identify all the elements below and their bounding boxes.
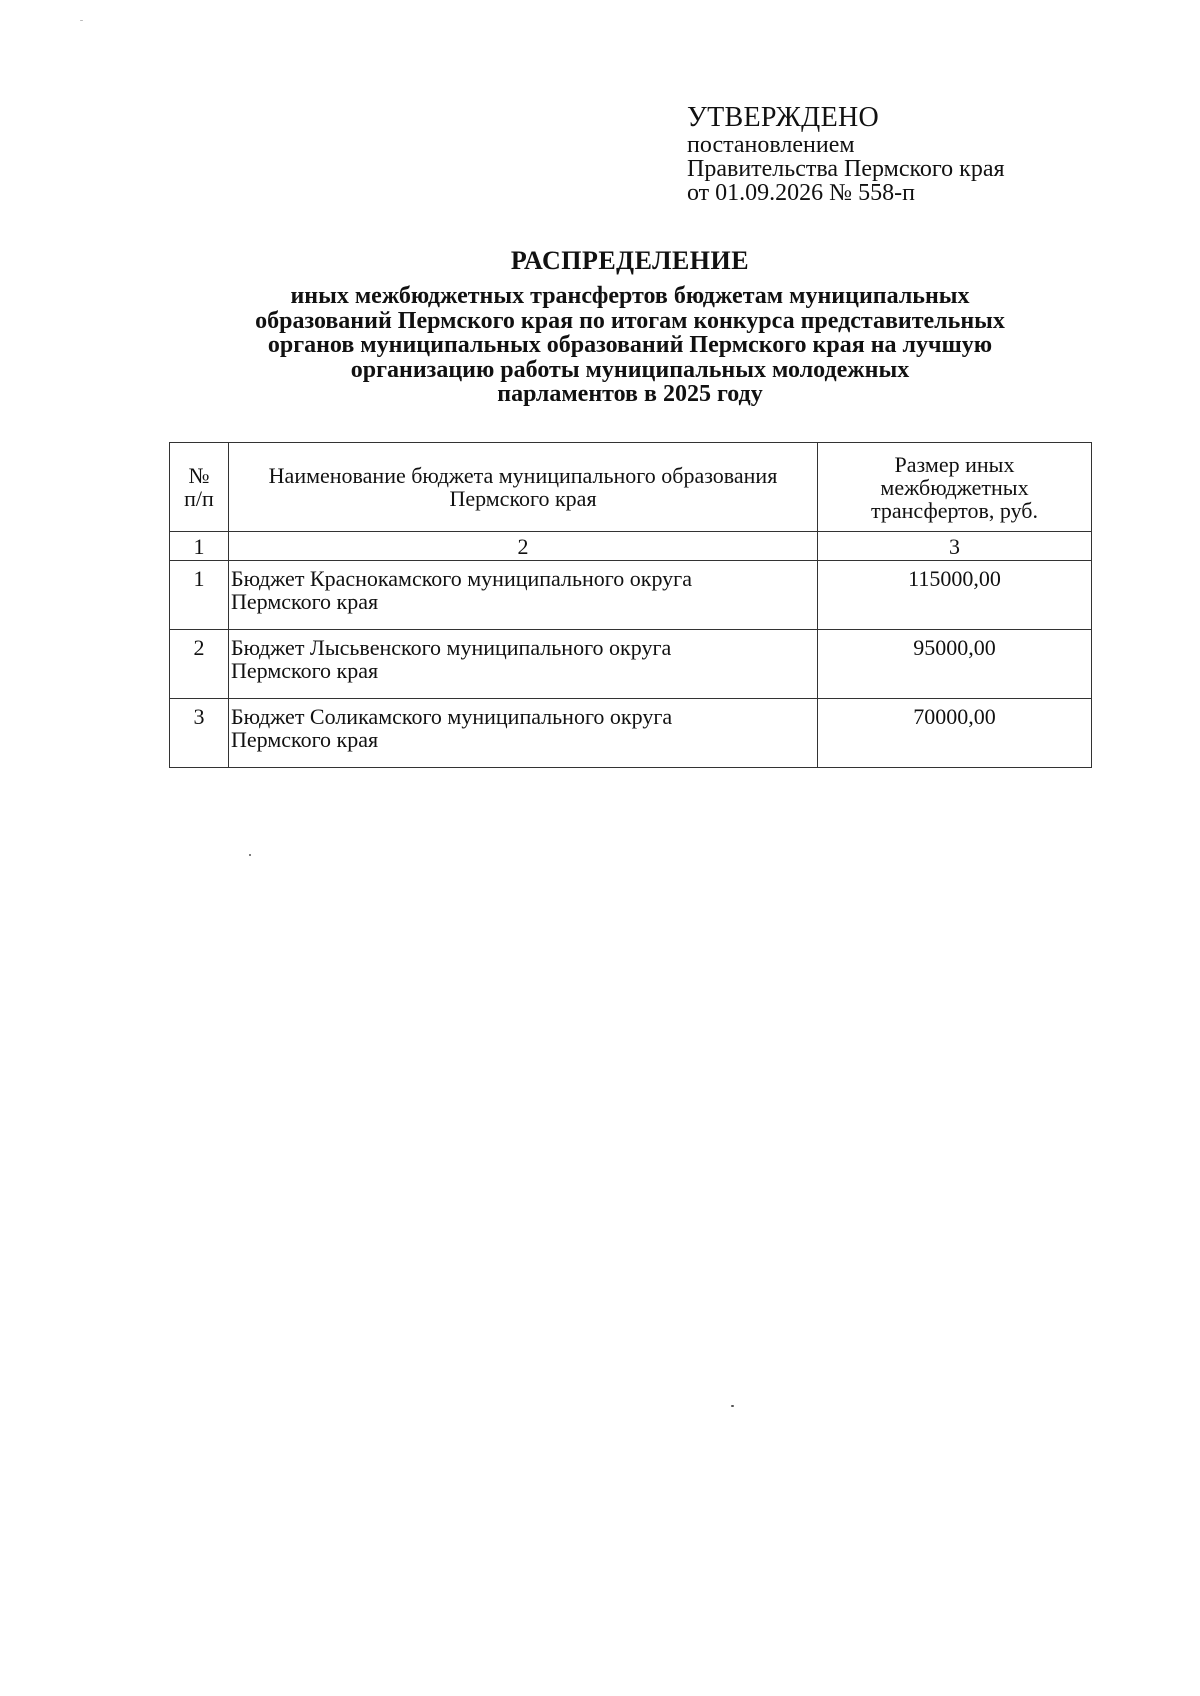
subtitle-line: организацию работы муниципальных молодежных <box>350 356 910 383</box>
column-number: 3 <box>818 532 1092 561</box>
row-budget-name <box>229 630 818 699</box>
header-amount-line: трансфертов, руб. <box>870 497 1038 523</box>
document-subtitle <box>170 284 1090 407</box>
row-name-line: Бюджет Соликамского муниципального округа <box>231 704 673 729</box>
header-name-line: Пермского края <box>449 486 597 511</box>
document-title: РАСПРЕДЕЛЕНИЕ <box>510 246 750 275</box>
table-row <box>170 630 1092 699</box>
row-number: 2 <box>170 630 229 699</box>
header-number-line: № <box>188 463 210 488</box>
scan-speck <box>80 20 83 21</box>
column-number: 1 <box>170 532 229 561</box>
row-amount: 95000,00 <box>818 630 1092 699</box>
row-name-line: Пермского края <box>231 589 379 614</box>
row-budget-name <box>229 699 818 768</box>
scan-speck <box>731 1405 734 1407</box>
scan-speck <box>249 854 251 856</box>
column-number: 2 <box>229 532 818 561</box>
row-name-line: Бюджет Краснокамского муниципального округа <box>231 566 692 591</box>
column-number-row <box>170 532 1092 561</box>
table-row <box>170 561 1092 630</box>
approval-line-1: постановлением <box>687 132 855 158</box>
row-budget-name <box>229 561 818 630</box>
header-number <box>170 443 229 532</box>
header-amount-line: межбюджетных <box>880 474 1029 500</box>
subtitle-line: органов муниципальных образований Пермского края на лучшую <box>267 332 993 358</box>
header-amount-line: Размер иных <box>894 451 1015 477</box>
row-amount: 115000,00 <box>818 561 1092 630</box>
table-header-row <box>170 443 1092 532</box>
row-name-line: Пермского края <box>231 658 379 683</box>
approval-line-2: Правительства Пермского края <box>687 156 1005 182</box>
header-budget-name <box>229 443 818 532</box>
distribution-table <box>169 442 1092 768</box>
approval-stamp: УТВЕРЖДЕНО <box>687 102 880 133</box>
header-amount <box>818 443 1092 532</box>
row-name-line: Бюджет Лысьвенского муниципального округа <box>231 635 672 660</box>
subtitle-line: парламентов в 2025 году <box>497 381 763 407</box>
approval-block <box>687 103 1005 205</box>
approval-line-3: от 01.09.2026 № 558-п <box>687 180 915 206</box>
table-row <box>170 699 1092 768</box>
subtitle-line: образований Пермского края по итогам конкурса представительных <box>255 307 1005 334</box>
row-name-line: Пермского края <box>231 727 379 752</box>
subtitle-line: иных межбюджетных трансфертов бюджетам муниципальных <box>290 283 970 309</box>
row-amount: 70000,00 <box>818 699 1092 768</box>
row-number: 3 <box>170 699 229 768</box>
header-name-line: Наименование бюджета муниципального образования <box>268 463 778 488</box>
header-number-line: п/п <box>184 486 214 511</box>
row-number: 1 <box>170 561 229 630</box>
